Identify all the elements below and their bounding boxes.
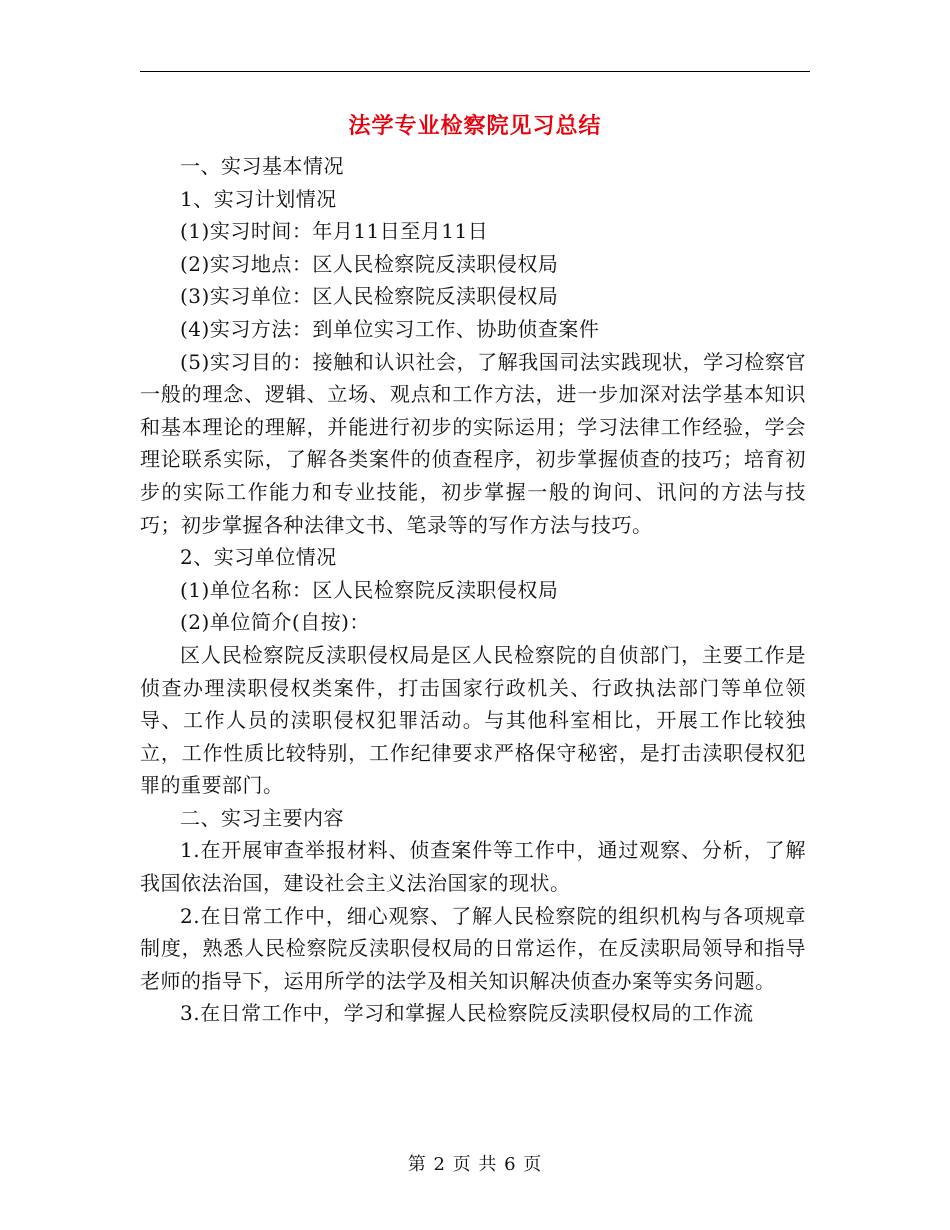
page-number-footer: 第 2 页 共 6 页 <box>407 1154 543 1175</box>
content-item-2: 2.在日常工作中，细心观察、了解人民检察院的组织机构与各项规章制度，熟悉人民检察院反渎职侵权局的日常运作，在反渎职局领导和指导老师的指导下，运用所学的法学及相关知识解决侦查办案等实务问题。 <box>140 903 806 993</box>
plan-item-purpose: (5)实习目的：接触和认识社会，了解我国司法实践现状，学习检察官一般的理念、逻辑、立场、观点和工作方法，进一步加深对法学基本知识和基本理论的理解，并能进行初步的实际运用；学习法律工作经验，学会理论联系实际，了解各类案件的侦查程序，初步掌握侦查的技巧；培育初步的实际工作能力和专业技能，初步掌握一般的询问、讯问的方法与技巧；初步掌握各种法律文书、笔录等的写作方法与技巧。 <box>140 349 806 537</box>
unit-item-name: (1)单位名称：区人民检察院反渎职侵权局 <box>180 577 559 602</box>
plan-item-time: (1)实习时间：年月11日至月11日 <box>180 219 489 244</box>
section-heading-basic-info: 一、实习基本情况 <box>180 154 344 178</box>
document-title: 法学专业检察院见习总结 <box>348 113 602 139</box>
section-heading-main-content: 二、实习主要内容 <box>180 805 344 830</box>
content-item-1: 1.在开展审查举报材料、侦查案件等工作中，通过观察、分析，了解我国依法治国，建设社会主义法治国家的现状。 <box>140 838 806 896</box>
subsection-heading-plan: 1、实习计划情况 <box>180 186 337 211</box>
unit-item-intro-label: (2)单位简介(自按)： <box>180 610 370 635</box>
document-body <box>140 150 806 1030</box>
subsection-heading-unit: 2、实习单位情况 <box>180 545 337 570</box>
plan-item-method: (4)实习方法：到单位实习工作、协助侦查案件 <box>180 316 600 341</box>
content-item-3: 3.在日常工作中，学习和掌握人民检察院反渎职侵权局的工作流 <box>180 1001 754 1026</box>
plan-item-unit: (3)实习单位：区人民检察院反渎职侵权局 <box>180 284 559 309</box>
plan-item-location: (2)实习地点：区人民检察院反渎职侵权局 <box>180 251 559 276</box>
header-rule <box>140 71 810 72</box>
unit-intro-paragraph: 区人民检察院反渎职侵权局是区人民检察院的自侦部门，主要工作是侦查办理渎职侵权类案件，打击国家行政机关、行政执法部门等单位领导、工作人员的渎职侵权犯罪活动。与其他科室相比，开展工作比较独立，工作性质比较特别，工作纪律要求严格保守秘密，是打击渎职侵权犯罪的重要部门。 <box>140 642 806 798</box>
